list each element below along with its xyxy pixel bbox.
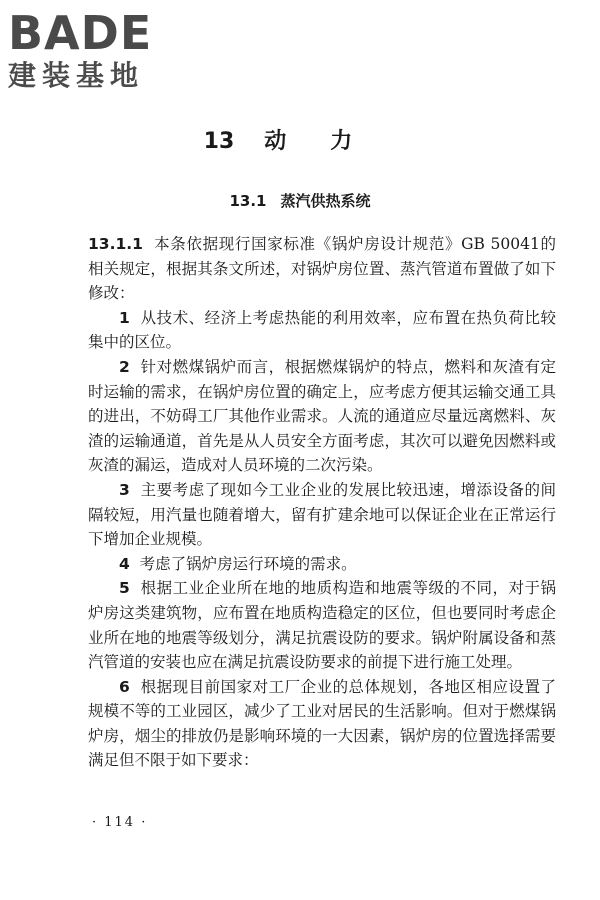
section-number: 13.1 bbox=[229, 192, 267, 210]
item-text: 根据现目前国家对工厂企业的总体规划，各地区相应设置了规模不等的工业园区，减少了工业对居民的生活影响。但对于燃煤锅炉房，烟尘的排放仍是影响环境的一大因素，锅炉房的位置选择需要满足但不限于如下要求： bbox=[88, 677, 556, 770]
page-number: · 114 · bbox=[92, 815, 148, 830]
list-item bbox=[88, 306, 556, 355]
list-item bbox=[88, 355, 556, 478]
list-item bbox=[88, 576, 556, 674]
item-text: 从技术、经济上考虑热能的利用效率，应布置在热负荷比较集中的区位。 bbox=[88, 308, 556, 352]
clause-number: 13.1.1 bbox=[88, 235, 143, 253]
chapter-number: 13 bbox=[203, 129, 235, 154]
section-name: 蒸汽供热系统 bbox=[280, 192, 371, 210]
chapter-name: 动力 bbox=[264, 129, 397, 154]
list-item bbox=[88, 675, 556, 773]
item-number: 3 bbox=[119, 480, 130, 499]
logo-cjk-text: 建装基地 bbox=[8, 59, 145, 92]
chapter-title bbox=[0, 124, 600, 155]
section-title bbox=[0, 190, 600, 211]
item-number: 5 bbox=[119, 579, 130, 598]
item-number: 1 bbox=[119, 308, 130, 327]
item-text: 针对燃煤锅炉而言，根据燃煤锅炉的特点，燃料和灰渣有定时运输的需求，在锅炉房位置的确定上，应考虑方便其运输交通工具的进出，不妨碍工厂其他作业需求。人流的通道应尽量远离燃料、灰渣的运输通道，首先是从人员安全方面考虑，其次可以避免因燃料或灰渣的漏运，造成对人员环境的二次污染。 bbox=[88, 357, 556, 475]
bade-logo bbox=[8, 6, 178, 92]
logo-latin-text: BADE bbox=[8, 6, 153, 60]
list-item bbox=[88, 552, 556, 577]
item-number: 4 bbox=[119, 554, 130, 573]
clause-text: 本条依据现行国家标准《锅炉房设计规范》GB 50041的相关规定，根据其条文所述，对锅炉房位置、蒸汽管道布置做了如下修改： bbox=[88, 235, 556, 303]
item-number: 2 bbox=[119, 357, 130, 376]
clause-paragraph bbox=[88, 232, 556, 306]
item-number: 6 bbox=[119, 677, 130, 696]
item-text: 主要考虑了现如今工业企业的发展比较迅速，增添设备的间隔较短，用汽量也随着增大，留有扩建余地可以保证企业在正常运行下增加企业规模。 bbox=[88, 480, 556, 549]
item-text: 根据工业企业所在地的地质构造和地震等级的不同，对于锅炉房这类建筑物，应布置在地质构造稳定的区位，但也要同时考虑企业所在地的地震等级划分，满足抗震设防的要求。锅炉附属设备和蒸汽管道的安装也应在满足抗震设防要求的前提下进行施工处理。 bbox=[88, 579, 556, 672]
list-item bbox=[88, 478, 556, 552]
item-text: 考虑了锅炉房运行环境的需求。 bbox=[139, 554, 357, 573]
body-text bbox=[88, 232, 556, 773]
